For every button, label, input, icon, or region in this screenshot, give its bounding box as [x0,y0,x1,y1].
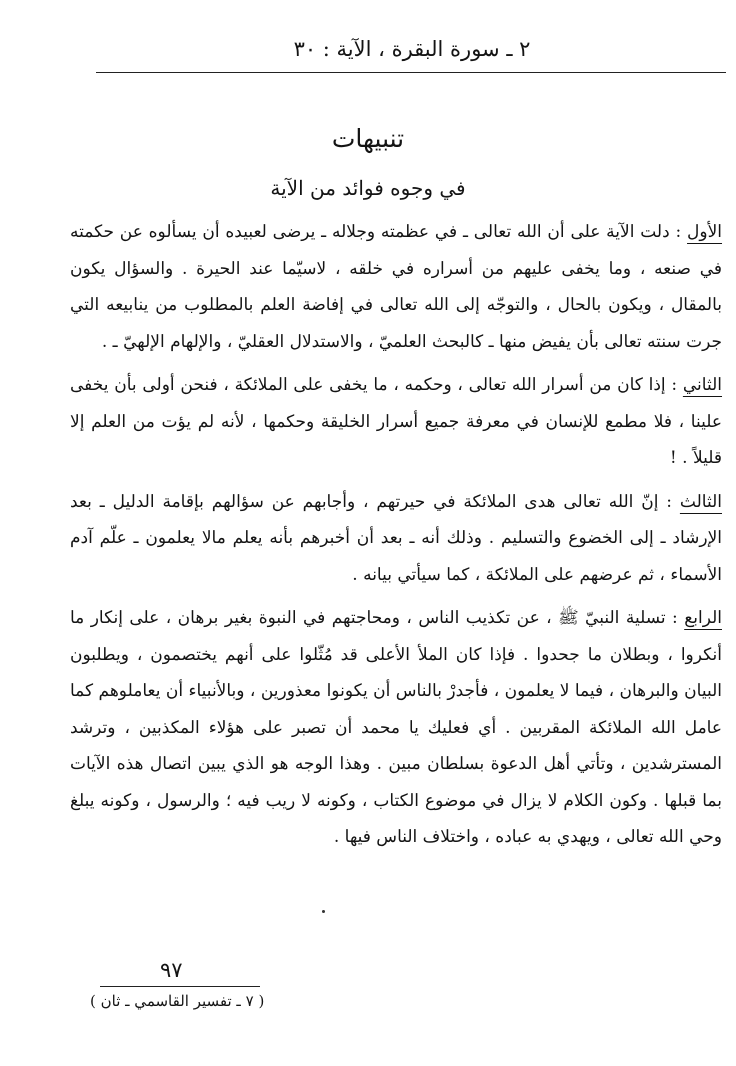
paragraph-label: الرابع [684,608,722,628]
paragraph-label: الثاني [682,375,723,395]
running-head: ٢ ـ سورة البقرة ، الآية : ٣٠ [293,37,531,61]
paragraph-second [70,367,722,477]
section-title: تنبيهات [331,124,405,153]
dot-mark [322,910,325,913]
paragraph-text: : تسلية النبيّ ﷺ ، عن تكذيب الناس ، ومحاجتهم في النبوة بغير برهان ، على إنكار ما أنكروا ، وبطلان ما جحدوا . فإذا كان الملأ الأعلى قد مُثّلوا على أنهم يختصمون ، ويطلبون البيان والبرهان ، فيما لا يعلمون ، فأجدرْ بالناس أن يكونوا معذورين ، وبالأنبياء أن يعاملوهم كما عامل الله الملائكة المقربين . أي فعليك يا محمد أن تصبر على هؤلاء المكذبين ، وترشد المسترشدين ، وتأتي أهل الدعوة بسلطان مبين . وهذا الوجه هو الذي يبين اتصال هذه الآيات بما قبلها . وكون الكلام لا يزال في موضوع الكتاب ، وكونه لا ريب فيه ؛ والرسول ، وكونه يبلغ وحي الله تعالى ، ويهدي به عباده ، واختلاف الناس فيها . [70,608,722,847]
paragraph-text: : دلت الآية على أن الله تعالى ـ في عظمته وجلاله ـ يرضى لعبيده أن يسألوه عن حكمته في صنعه ، وما يخفى عليهم من أسراره في خلقه ، لاسيّما عند الحيرة . والسؤال يكون بالمقال ، ويكون بالحال ، والتوجّه إلى الله تعالى في إفاضة العلم بالمطلوب من ينابيعه التي جرت سنته تعالى بأن يفيض منها ـ كالبحث العلميّ ، والاستدلال العقليّ ، والإلهام الإلهيّ ـ . [70,222,722,352]
footer-signature: ( ٧ ـ تفسير القاسمي ـ ثان ) [90,992,265,1010]
paragraph-text: : إذا كان من أسرار الله تعالى ، وحكمه ، ما يخفى على الملائكة ، فنحن أولى بأن يخفى علينا ، فلا مطمع للإنسان في معرفة جميع أسرار الخليقة وحكمها ، لأنه لم يؤت من العلم إلا قليلاً . ! [70,375,722,468]
paragraph-label: الثالث [679,491,722,512]
footer-rule [100,986,260,987]
paragraph-first [70,214,722,360]
paragraph-third [70,484,722,594]
paragraph-label: الأول [687,222,723,242]
page-number: ٩٧ [160,958,183,982]
body-text [70,214,722,863]
header-rule [96,72,726,73]
paragraph-text: : إنّ الله تعالى هدى الملائكة في حيرتهم ، وأجابهم عن سؤالهم بإقامة الدليل ـ بعد الإرشاد ـ إلى الخضوع والتسليم . وذلك أنه ـ بعد أن أخبرهم بأنه يعلم مالا يعلمون ـ علّم آدم الأسماء ، ثم عرضهم على الملائكة ، كما سيأتي بيانه . [70,491,722,585]
section-subtitle: في وجوه فوائد من الآية [270,176,466,200]
paragraph-fourth [70,600,722,856]
